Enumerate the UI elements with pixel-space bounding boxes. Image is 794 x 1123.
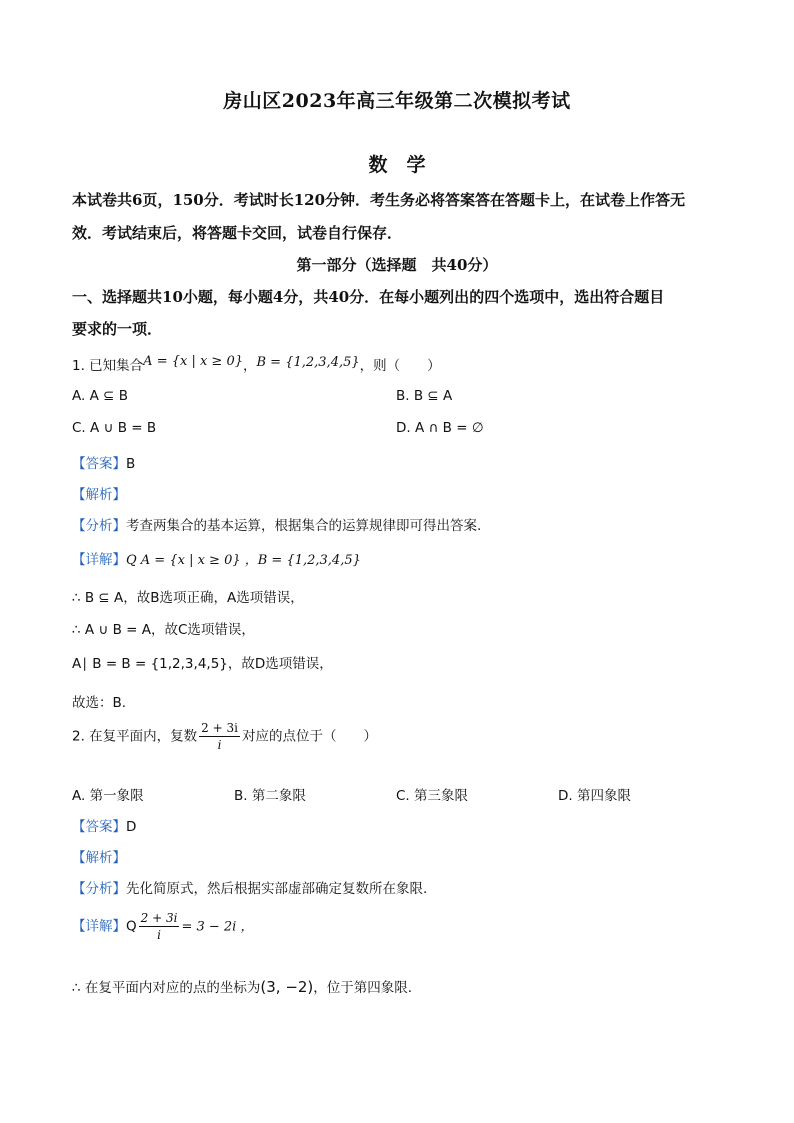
part-title: 第一部分（选择题 共40分） bbox=[296, 256, 498, 274]
q1-answer bbox=[72, 452, 135, 472]
exam-title: 房山区2023年高三年级第二次模拟考试 bbox=[223, 90, 571, 112]
q1-analysis bbox=[72, 483, 126, 503]
q1-stem-prefix: 1. 已知集合 bbox=[72, 358, 144, 374]
q2-fenxi bbox=[72, 877, 427, 897]
q2-fraction-numerator: 2 + 3i bbox=[201, 721, 238, 735]
q2-conclusion-suffix: ，位于第四象限. bbox=[313, 980, 413, 996]
q1-answer-value: B bbox=[126, 456, 136, 472]
q1-step-2: ∴ A ∪ B = A，故C选项错误， bbox=[72, 622, 255, 638]
q1-set-b: B = {1,2,3,4,5} bbox=[256, 355, 360, 370]
q1-set-a: A = {x | x ≥ 0} bbox=[143, 354, 243, 369]
q2-fenxi-text: 先化简原式，然后根据实部虚部确定复数所在象限. bbox=[126, 881, 428, 897]
q2-conclusion-prefix: ∴ 在复平面内对应的点的坐标为 bbox=[72, 980, 261, 996]
q2-answer bbox=[72, 815, 136, 835]
q1-stem-suffix: ，则（ ） bbox=[359, 358, 441, 374]
subject-heading: 数 学 bbox=[368, 154, 426, 176]
q2-answer-value: D bbox=[126, 819, 137, 835]
q1-xiangjie-math: Q A = {x | x ≥ 0} ，B = {1,2,3,4,5} bbox=[126, 553, 361, 568]
q2-xiangjie bbox=[72, 912, 253, 941]
q1-xiangjie bbox=[72, 548, 361, 568]
q2-xiangjie-result: = 3 − 2i ， bbox=[181, 919, 254, 935]
q2-fraction-denominator: i bbox=[217, 738, 222, 752]
q2-stem bbox=[72, 722, 377, 751]
instructions-line-1: 本试卷共6页，150分．考试时长120分钟．考生务必将答案答在答题卡上，在试卷上作答无 bbox=[72, 191, 686, 209]
answer-tag: 【答案】 bbox=[72, 456, 126, 472]
xiangjie-tag: 【详解】 bbox=[72, 552, 126, 568]
q2-xiangjie-prefix: Q bbox=[126, 918, 137, 935]
q1-option-c: C. A ∪ B = B bbox=[72, 420, 157, 436]
section-line-1: 一、选择题共10小题，每小题4分，共40分．在每小题列出的四个选项中，选出符合题目 bbox=[72, 288, 665, 306]
xiangjie-tag: 【详解】 bbox=[72, 918, 126, 935]
q1-fenxi-text: 考查两集合的基本运算，根据集合的运算规律即可得出答案. bbox=[126, 518, 482, 534]
section-line-2: 要求的一项． bbox=[72, 320, 163, 338]
instructions-line-2: 效．考试结束后，将答题卡交回，试卷自行保存． bbox=[72, 224, 403, 242]
q2-xiangjie-numerator: 2 + 3i bbox=[140, 911, 178, 925]
q2-option-c: C. 第三象限 bbox=[396, 788, 469, 804]
q1-step-3: A∣ B = B = {1,2,3,4,5}，故D选项错误， bbox=[72, 656, 333, 672]
fenxi-tag: 【分析】 bbox=[72, 518, 126, 534]
q1-option-a: A. A ⊆ B bbox=[72, 388, 128, 404]
answer-tag: 【答案】 bbox=[72, 819, 126, 835]
fenxi-tag: 【分析】 bbox=[72, 881, 126, 897]
q1-conclusion: 故选：B. bbox=[72, 695, 127, 711]
q2-conclusion bbox=[72, 976, 412, 996]
q1-step-1: ∴ B ⊆ A，故B选项正确，A选项错误， bbox=[72, 590, 304, 606]
q2-analysis bbox=[72, 846, 126, 866]
q1-comma: ， bbox=[243, 358, 257, 374]
q2-xiangjie-fraction bbox=[139, 912, 180, 941]
q2-xiangjie-denominator: i bbox=[157, 928, 161, 942]
q2-stem-prefix: 2. 在复平面内，复数 bbox=[72, 728, 198, 745]
q2-stem-suffix: 对应的点位于（ ） bbox=[241, 728, 377, 745]
q2-fraction bbox=[199, 722, 240, 751]
q2-option-b: B. 第二象限 bbox=[234, 788, 306, 804]
q2-option-a: A. 第一象限 bbox=[72, 788, 144, 804]
q1-stem bbox=[72, 354, 441, 374]
q1-fenxi bbox=[72, 514, 481, 534]
analysis-tag: 【解析】 bbox=[72, 850, 126, 866]
q1-option-d: D. A ∩ B = ∅ bbox=[396, 420, 484, 436]
q1-option-b: B. B ⊆ A bbox=[396, 388, 453, 404]
analysis-tag: 【解析】 bbox=[72, 487, 126, 503]
q2-coordinate: (3, −2) bbox=[260, 978, 314, 996]
q2-option-d: D. 第四象限 bbox=[558, 788, 631, 804]
